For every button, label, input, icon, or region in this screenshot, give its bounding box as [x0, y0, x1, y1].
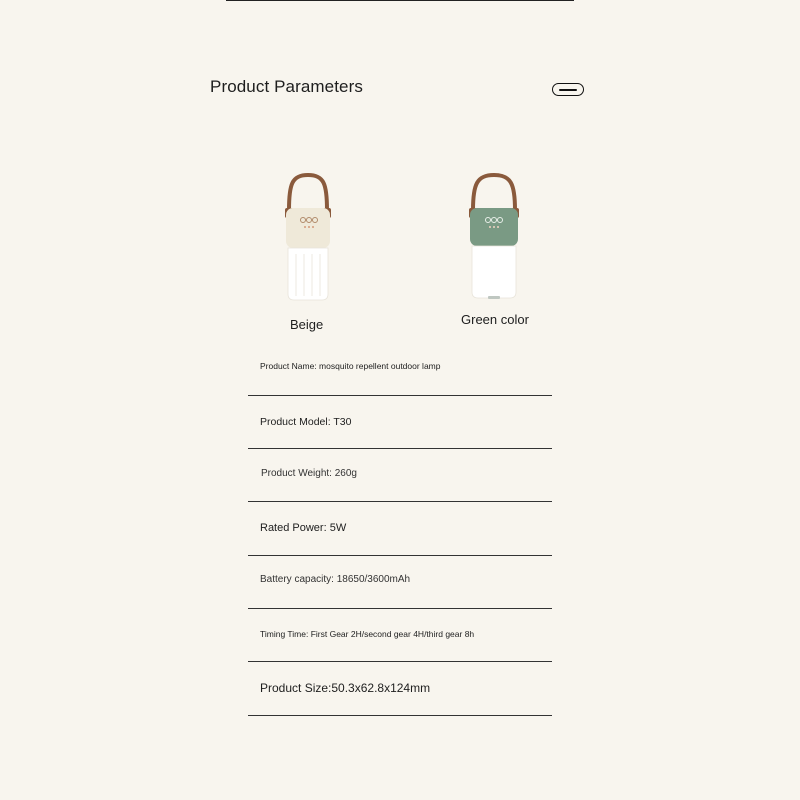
page-title: Product Parameters	[210, 77, 363, 96]
param-text: Product Size:50.3x62.8x124mm	[260, 681, 431, 695]
top-divider	[226, 0, 574, 1]
param-text: Rated Power: 5W	[260, 522, 347, 534]
param-text: Product Name: mosquito repellent outdoor lamp	[260, 361, 441, 371]
param-row-timing	[248, 609, 552, 662]
color-label-green: Green color	[461, 312, 529, 327]
param-row-model	[248, 396, 552, 449]
pill-icon	[552, 83, 584, 96]
param-row-battery	[248, 556, 552, 609]
param-text: Product Model: T30	[260, 416, 352, 428]
param-text: Battery capacity: 18650/3600mAh	[260, 574, 411, 585]
param-row-name	[248, 340, 552, 396]
product-image-green	[462, 170, 526, 304]
param-row-weight	[248, 449, 552, 502]
color-label-beige: Beige	[290, 317, 324, 332]
param-text: Timing Time: First Gear 2H/second gear 4H/third gear 8h	[260, 629, 475, 639]
parameter-list	[248, 340, 552, 716]
param-row-size	[248, 662, 552, 716]
product-image-beige	[276, 170, 340, 304]
param-row-power	[248, 502, 552, 556]
param-text: Product Weight: 260g	[261, 468, 357, 479]
